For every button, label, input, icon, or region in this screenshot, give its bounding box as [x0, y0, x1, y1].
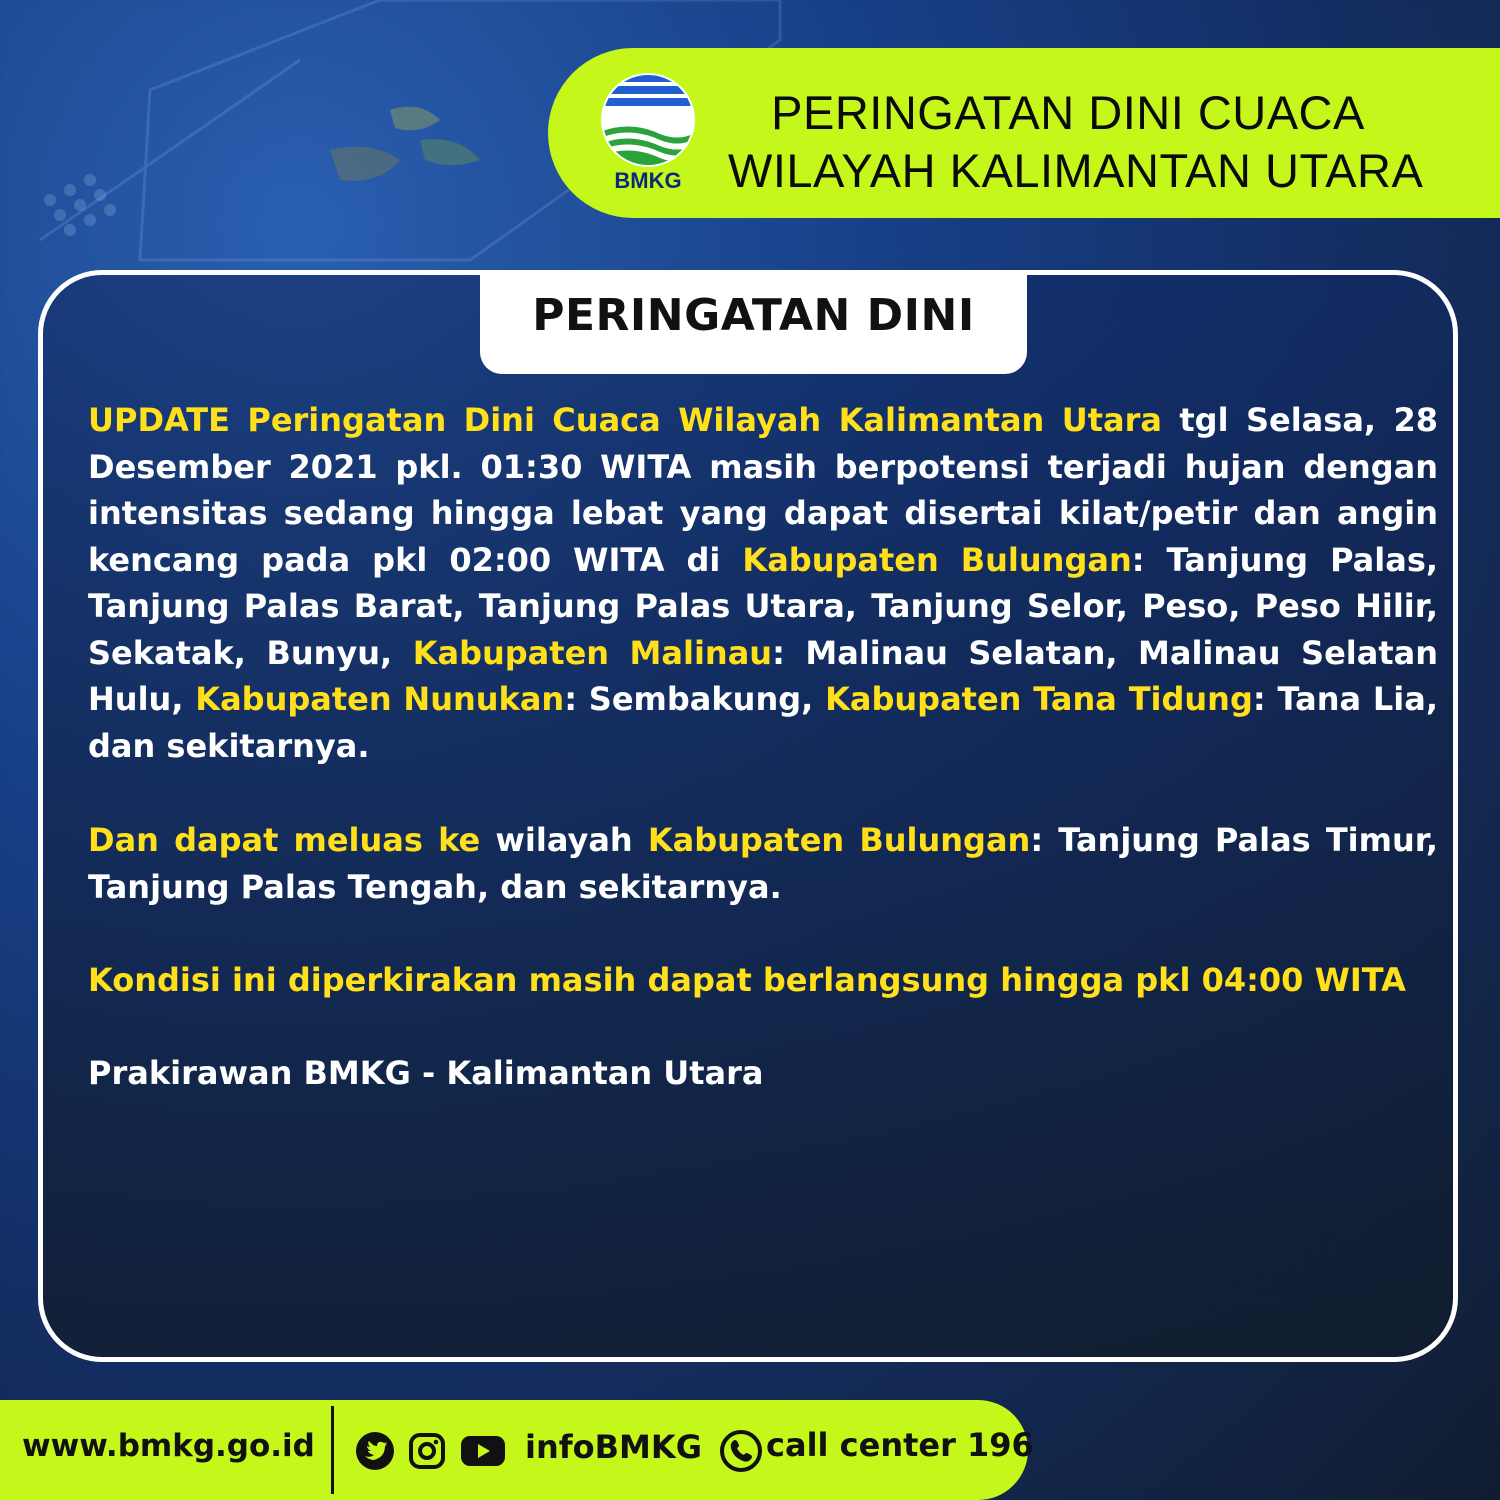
body-text-segment: : Tanjung Palas, Tanjung Palas Barat, Tanjung Palas Utara, Tanjung Selor, Peso, Peso Hilir, Sekatak, Bunyu, [88, 540, 1439, 672]
highlighted-text: UPDATE Peringatan Dini Cuaca Wilayah Kalimantan Utara [88, 401, 1162, 439]
highlighted-text: Kabupaten Tana Tidung [825, 680, 1253, 718]
highlighted-text: Kabupaten Bulungan [647, 821, 1031, 859]
card-title: PERINGATAN DINI [532, 290, 975, 341]
call-center[interactable]: call center 196 [766, 1426, 1034, 1464]
twitter-icon[interactable] [356, 1432, 394, 1470]
logo-label: BMKG [614, 168, 682, 193]
body-text-segment: : Malinau Selatan, Malinau Selatan Hulu, [88, 633, 1439, 718]
phone-icon [720, 1430, 762, 1472]
title-line-2: WILAYAH KALIMANTAN UTARA [728, 144, 1424, 197]
warning-duration: Kondisi ini diperkirakan masih dapat berlangsung hingga pkl 04:00 WITA [88, 961, 1406, 999]
body-text-segment: : Tanjung Palas Timur, Tanjung Palas Tengah, dan sekitarnya. [88, 821, 1439, 906]
highlighted-text: Kabupaten Bulungan [742, 540, 1132, 579]
body-text-segment: tgl Selasa, 28 Desember 2021 pkl. 01:30 WITA masih berpotensi terjadi hujan dengan intensitas sedang hingga lebat yang dapat disertai kilat/petir dan angin kencang pada pkl 02:00 WITA di [88, 401, 1439, 579]
title-line-1: PERINGATAN DINI CUACA [771, 86, 1365, 139]
website-link[interactable]: www.bmkg.go.id [22, 1428, 315, 1464]
header-banner [548, 48, 1500, 218]
footer-bar [0, 1400, 1034, 1500]
warning-paragraph-2 [88, 817, 1438, 910]
instagram-icon[interactable] [408, 1432, 446, 1470]
youtube-icon[interactable] [460, 1432, 506, 1470]
body-text-segment: : Tana Lia, dan sekitarnya. [88, 680, 1439, 765]
social-handle[interactable]: infoBMKG [525, 1428, 702, 1466]
bmkg-logo-icon [600, 72, 696, 168]
warning-paragraph-1 [88, 397, 1438, 769]
body-text-segment: wilayah [480, 821, 648, 859]
highlighted-text: Kabupaten Nunukan [195, 680, 565, 718]
footer-divider [331, 1406, 334, 1494]
page-title [728, 84, 1424, 200]
forecaster-signature: Prakirawan BMKG - Kalimantan Utara [88, 1054, 764, 1092]
bmkg-logo [600, 72, 696, 192]
card-tab [480, 270, 1027, 374]
body-text-segment: : Sembakung, [564, 680, 826, 718]
highlighted-text: Dan dapat meluas ke [88, 821, 481, 859]
highlighted-text: Kabupaten Malinau [412, 633, 773, 672]
